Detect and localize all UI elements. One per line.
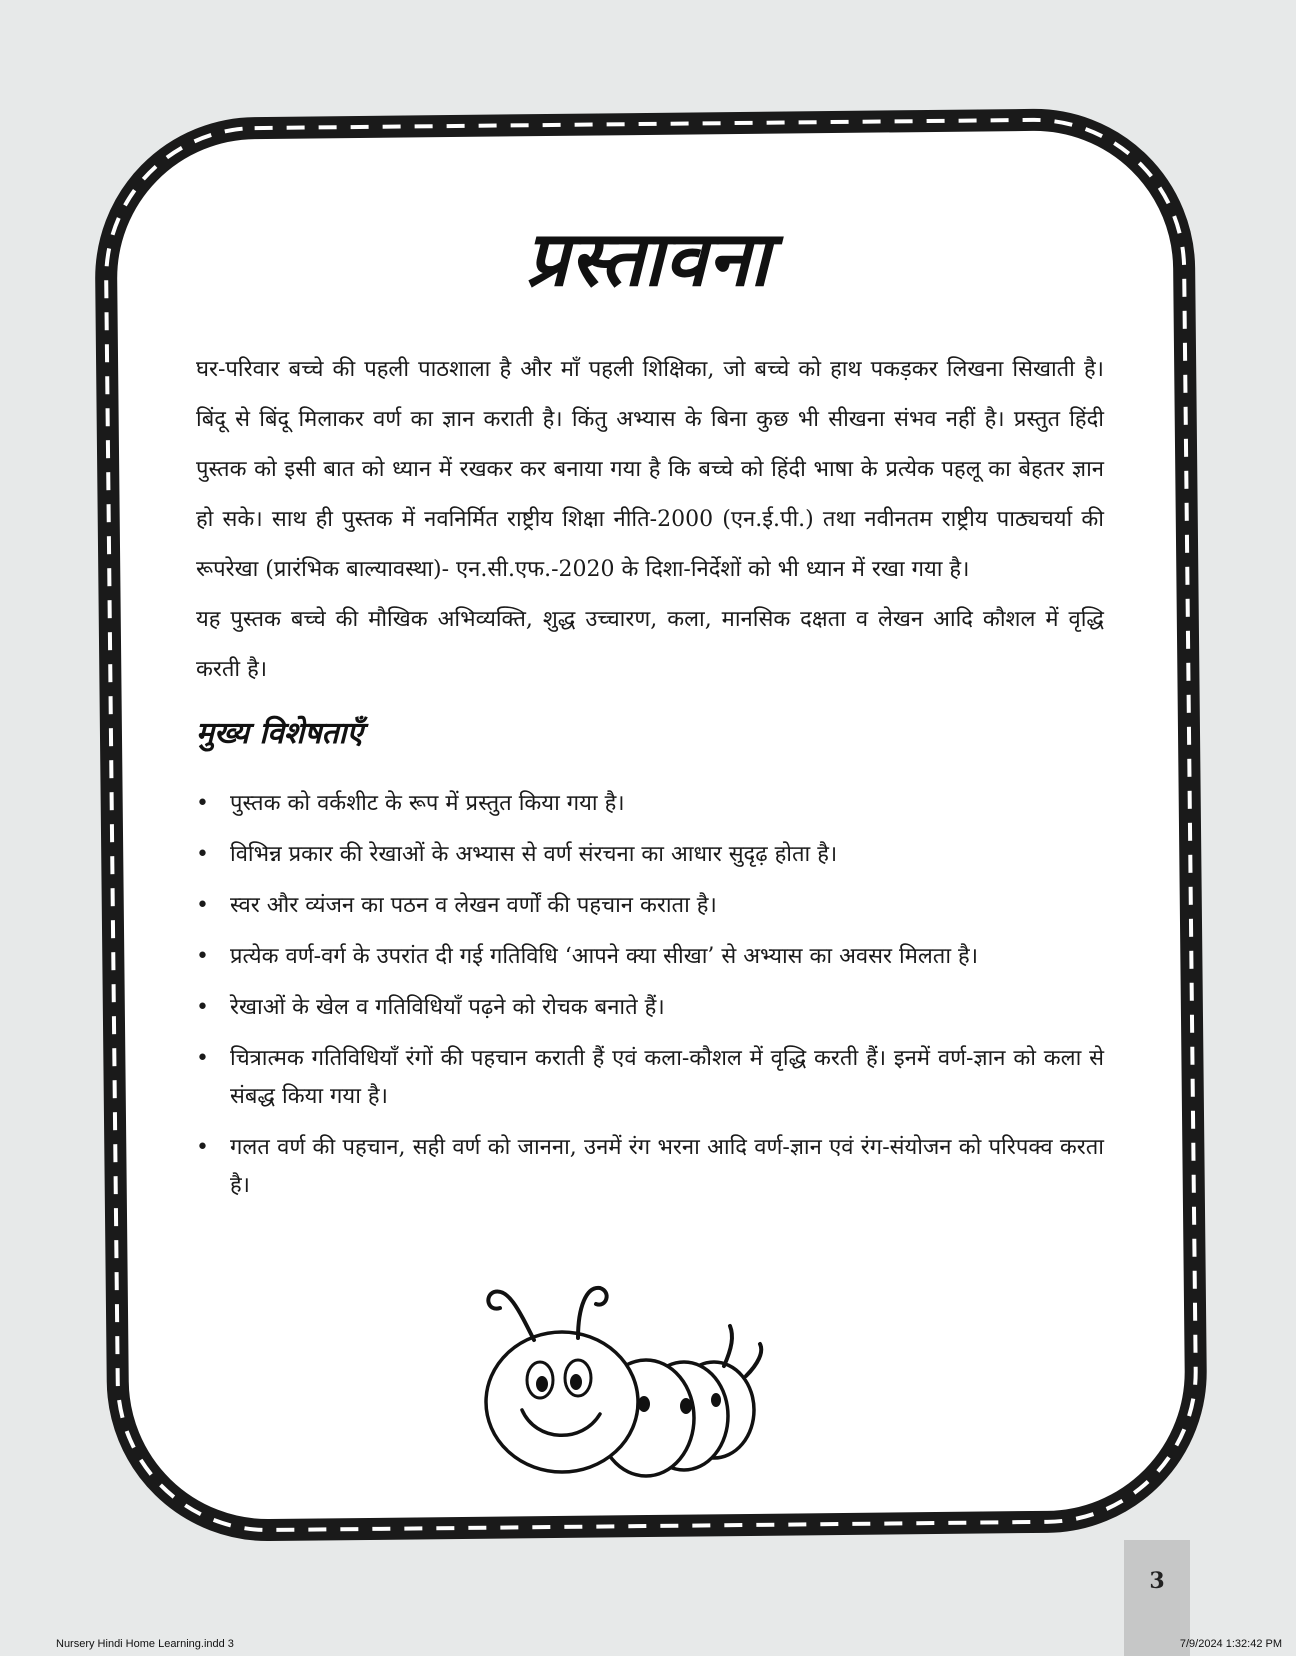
feature-item: [196, 887, 1104, 925]
bullet-icon: •: [196, 842, 209, 867]
features-heading: मुख्य विशेषताएँ: [196, 716, 363, 751]
slug-filename: Nursery Hindi Home Learning.indd 3: [56, 1638, 234, 1650]
feature-text: स्वर और व्यंजन का पठन व लेखन वर्णों की पहचान कराता है।: [230, 893, 717, 918]
caterpillar-illustration: [478, 1278, 798, 1478]
features-list: [196, 785, 1104, 1205]
feature-item: [196, 785, 1104, 823]
bullet-icon: •: [196, 944, 209, 969]
feature-item: [196, 1040, 1104, 1116]
bullet-icon: •: [196, 893, 209, 918]
feature-item: [196, 938, 1104, 976]
feature-text: गलत वर्ण की पहचान, सही वर्ण को जानना, उनमें रंग भरना आदि वर्ण-ज्ञान एवं रंग-संयोजन को परिपक्व करता है।: [230, 1135, 1104, 1198]
page-number: 3: [1149, 1568, 1165, 1594]
main-content: [196, 345, 1104, 1218]
page-title: प्रस्तावना: [525, 214, 771, 303]
feature-text: प्रत्येक वर्ण-वर्ग के उपरांत दी गई गतिविधि ‘आपने क्या सीखा’ से अभ्यास का अवसर मिलता है।: [230, 944, 979, 969]
feature-item: [196, 1129, 1104, 1205]
bullet-icon: •: [196, 995, 209, 1020]
bullet-icon: •: [196, 1135, 209, 1160]
feature-text: रेखाओं के खेल व गतिविधियाँ पढ़ने को रोचक बनाते हैं।: [230, 995, 665, 1020]
bullet-icon: •: [196, 1046, 209, 1071]
slug-timestamp: 7/9/2024 1:32:42 PM: [1179, 1638, 1282, 1650]
bullet-icon: •: [196, 791, 209, 816]
feature-text: विभिन्न प्रकार की रेखाओं के अभ्यास से वर्ण संरचना का आधार सुदृढ़ होता है।: [230, 842, 838, 867]
feature-text: चित्रात्मक गतिविधियाँ रंगों की पहचान कराती हैं एवं कला-कौशल में वृद्धि करती हैं। इनमें वर्ण-ज्ञान को कला से संबद्ध किया गया है।: [230, 1046, 1104, 1109]
intro-paragraph-1: घर-परिवार बच्चे की पहली पाठशाला है और माँ पहली शिक्षिका, जो बच्चे को हाथ पकड़कर लिखना सिखाती है। बिंदू से बिंदू मिलाकर वर्ण का ज्ञान कराती है। किंतु अभ्यास के बिना कुछ भी सीखना संभव नहीं है। प्रस्तुत हिंदी पुस्तक को इसी बात को ध्यान में रखकर कर बनाया गया है कि बच्चे को हिंदी भाषा के प्रत्येक पहलू का बेहतर ज्ञान हो सके। साथ ही पुस्तक में नवनिर्मित राष्ट्रीय शिक्षा नीति-2000 (एन.ई.पी.) तथा नवीनतम राष्ट्रीय पाठ्यचर्या की रूपरेखा (प्रारंभिक बाल्यावस्था)- एन.सी.एफ.-2020 के दिशा-निर्देशों को भी ध्यान में रखा गया है।: [196, 357, 1104, 582]
feature-item: [196, 989, 1104, 1027]
intro-paragraph-2: यह पुस्तक बच्चे की मौखिक अभिव्यक्ति, शुद्ध उच्चारण, कला, मानसिक दक्षता व लेखन आदि कौशल में वृद्धि करती है।: [196, 607, 1104, 682]
feature-text: पुस्तक को वर्कशीट के रूप में प्रस्तुत किया गया है।: [230, 791, 625, 816]
feature-item: [196, 836, 1104, 874]
